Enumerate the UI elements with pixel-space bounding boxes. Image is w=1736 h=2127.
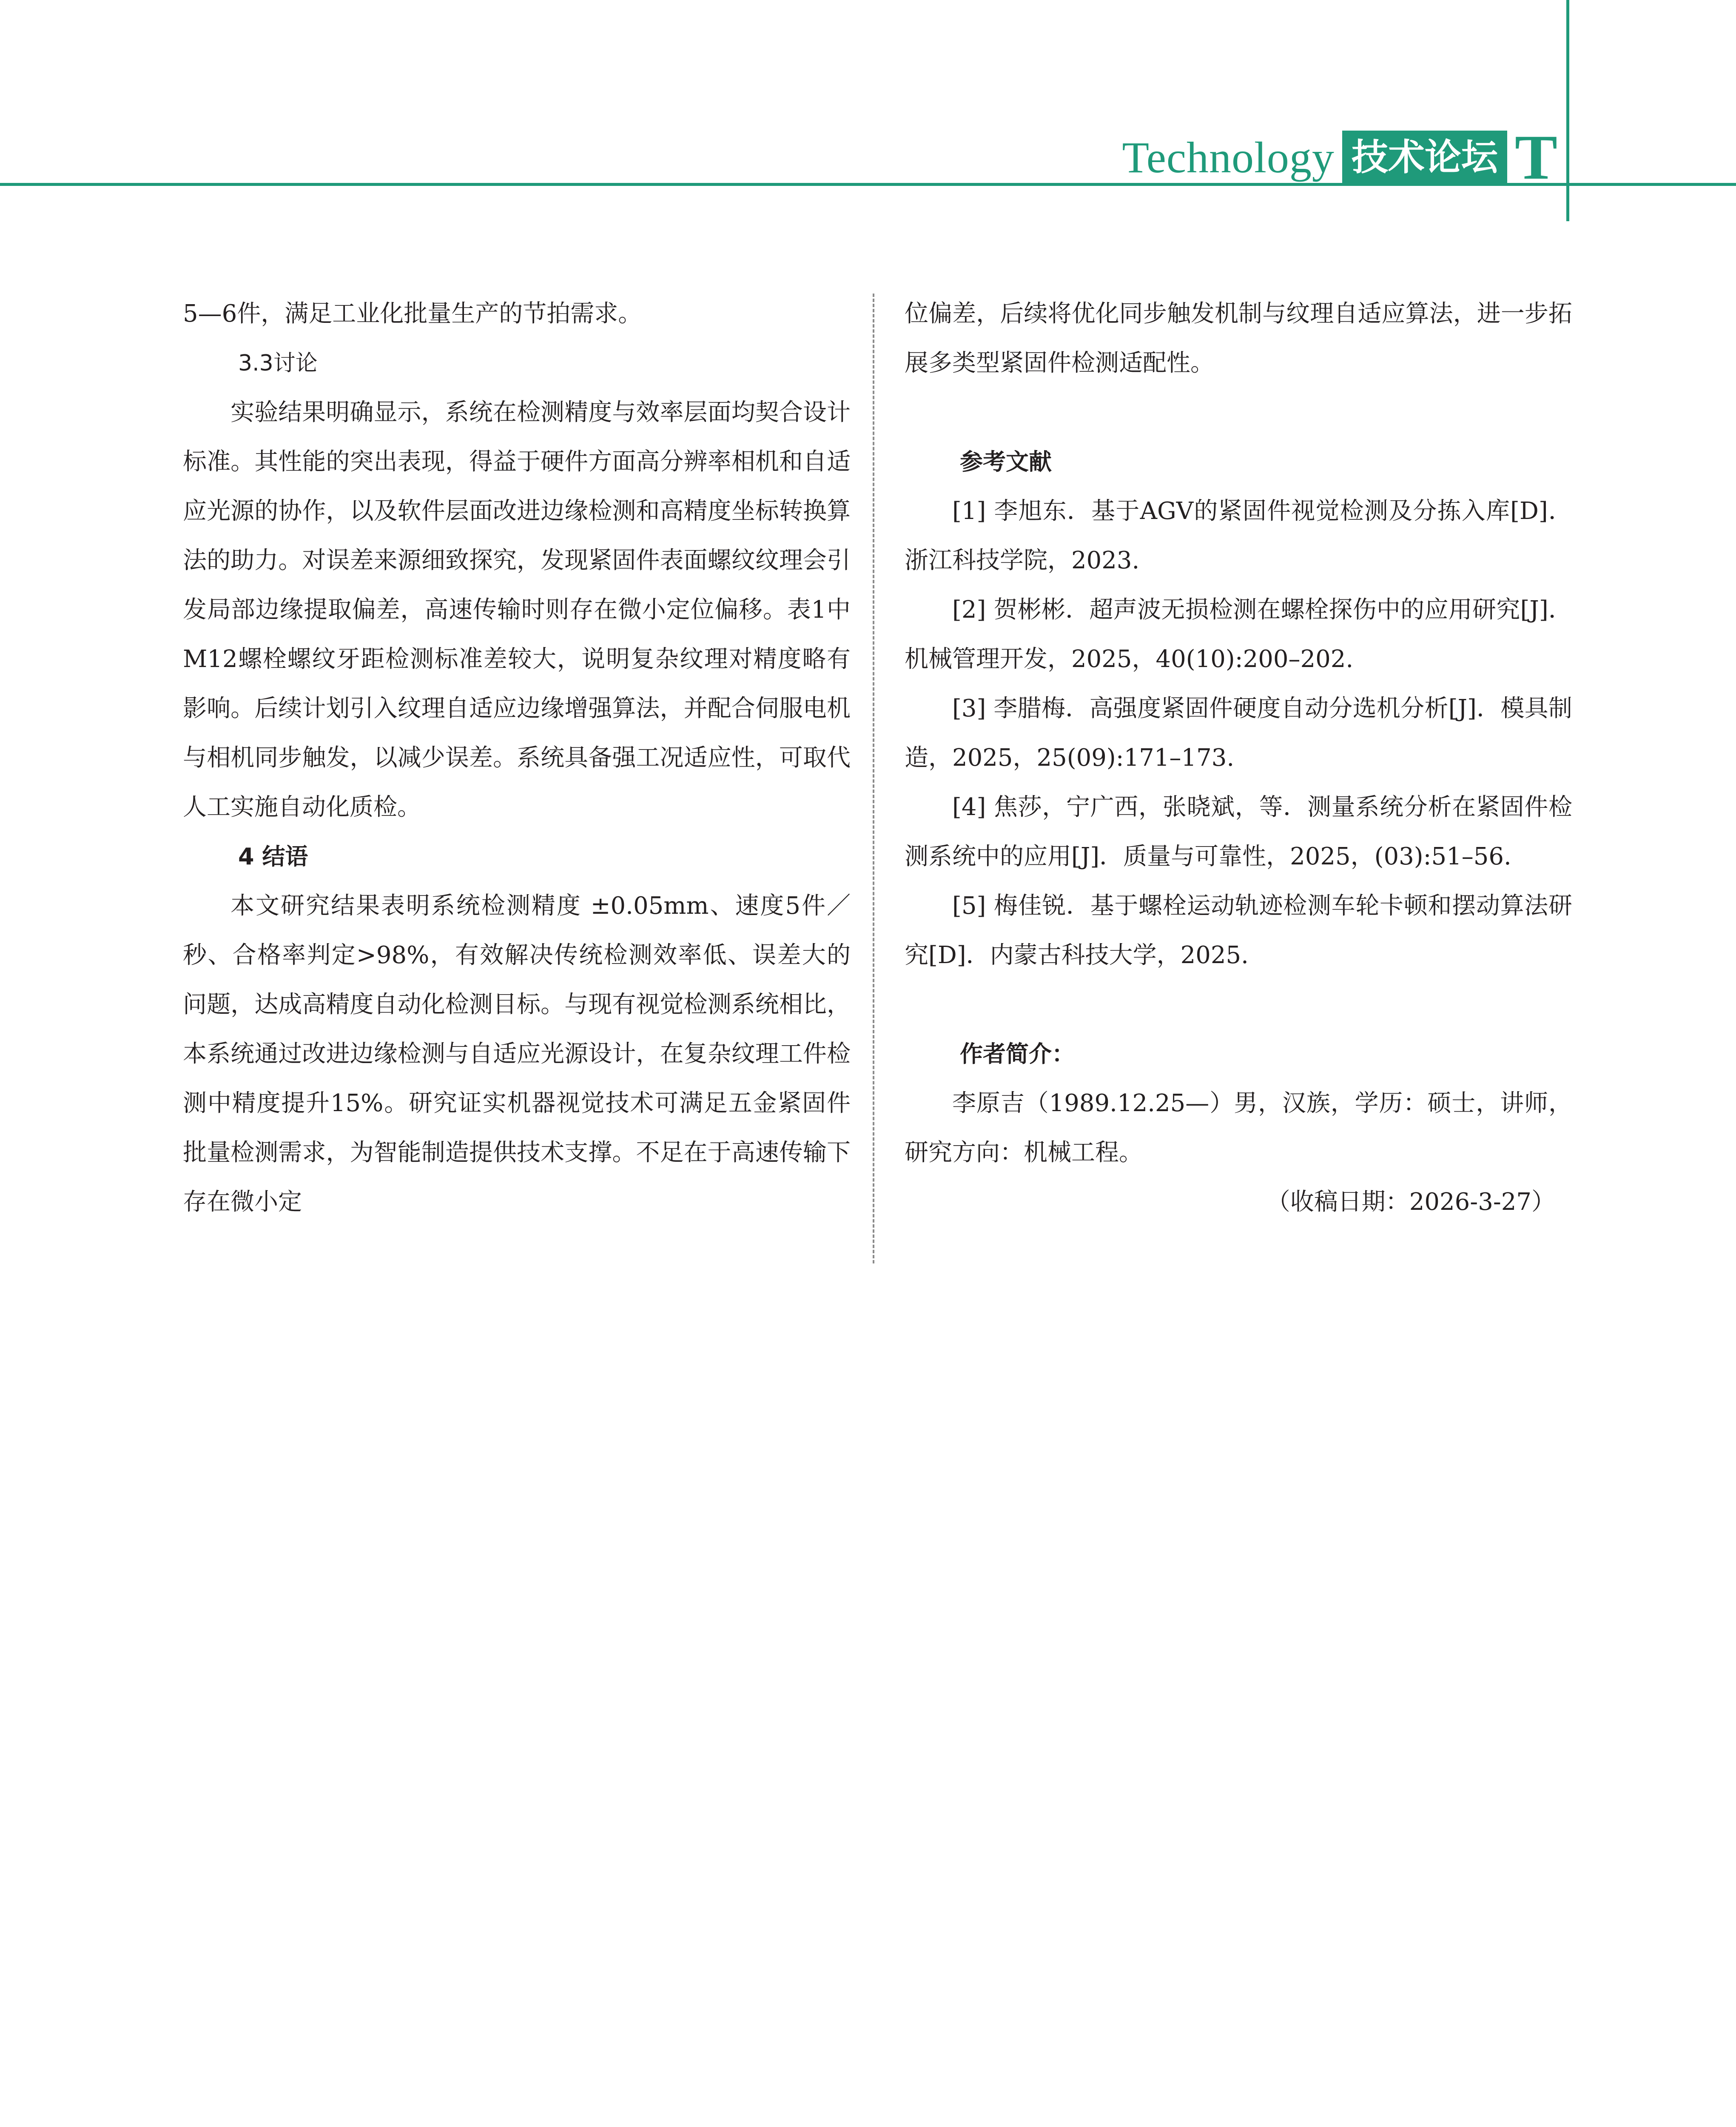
header-vertical-rule xyxy=(1566,0,1569,221)
spacer xyxy=(905,388,1572,437)
reference-item: [5] 梅佳锐．基于螺栓运动轨迹检测车轮卡顿和摆动算法研究[D]．内蒙古科技大学，2025. xyxy=(905,892,1572,969)
header-label-cn: 技术论坛 xyxy=(1342,131,1507,184)
author-heading: 作者简介： xyxy=(960,1041,1075,1067)
header-label-en: Technology xyxy=(1122,133,1335,182)
reference-item: [4] 焦莎，宁广西，张晓斌，等．测量系统分析在紧固件检测系统中的应用[J]．质量与可靠性，2025，(03):51–56. xyxy=(905,793,1572,870)
reference-item: [1] 李旭东．基于AGV的紧固件视觉检测及分拣入库[D]．浙江科技学院，2023. xyxy=(905,497,1572,574)
paragraph: 实验结果明确显示，系统在检测精度与效率层面均契合设计标准。其性能的突出表现，得益于硬件方面高分辨率相机和自适应光源的协作，以及软件层面改进边缘检测和高精度坐标转换算法的助力。对误差来源细致探究，发现紧固件表面螺纹纹理会引发局部边缘提取偏差，高速传输时则存在微小定位偏移。表1中M12螺栓螺纹牙距检测标准差较大，说明复杂纹理对精度略有影响。后续计划引入纹理自适应边缘增强算法，并配合伺服电机与相机同步触发，以减少误差。系统具备强工况适应性，可取代人工实施自动化质检。 xyxy=(183,399,851,821)
running-header xyxy=(1122,123,1557,191)
right-column xyxy=(905,289,1572,1227)
paragraph: 本文研究结果表明系统检测精度 ±0.05mm、速度5件／秒、合格率判定>98%，有效解决传统检测效率低、误差大的问题，达成高精度自动化检测目标。与现有视觉检测系统相比，本系统通过改进边缘检测与自适应光源设计，在复杂纹理工件检测中精度提升15%。研究证实机器视觉技术可满足五金紧固件批量检测需求，为智能制造提供技术支撑。不足在于高速传输下存在微小定 xyxy=(183,892,851,1216)
reference-item: [2] 贺彬彬．超声波无损检测在螺栓探伤中的应用研究[J]．机械管理开发，2025，40(10):200–202. xyxy=(905,596,1572,673)
header-mark: T xyxy=(1514,122,1557,193)
reference-item: [3] 李腊梅．高强度紧固件硬度自动分选机分析[J]．模具制造，2025，25(09):171–173. xyxy=(905,695,1572,772)
section-heading-3-3: 3.3讨论 xyxy=(238,351,318,376)
spacer xyxy=(905,980,1572,1029)
references-heading: 参考文献 xyxy=(960,448,1052,475)
paragraph: 位偏差，后续将优化同步触发机制与纹理自适应算法，进一步拓展多类型紧固件检测适配性。 xyxy=(905,300,1572,377)
received-date: （收稿日期：2026-3-27） xyxy=(1266,1188,1555,1216)
left-column xyxy=(183,289,851,1227)
column-divider xyxy=(873,294,874,1263)
paragraph: 5—6件，满足工业化批量生产的节拍需求。 xyxy=(183,300,642,328)
section-heading-4: 4 结语 xyxy=(238,843,308,870)
author-bio: 李原吉（1989.12.25—）男，汉族，学历：硕士，讲师，研究方向：机械工程。 xyxy=(905,1089,1572,1166)
